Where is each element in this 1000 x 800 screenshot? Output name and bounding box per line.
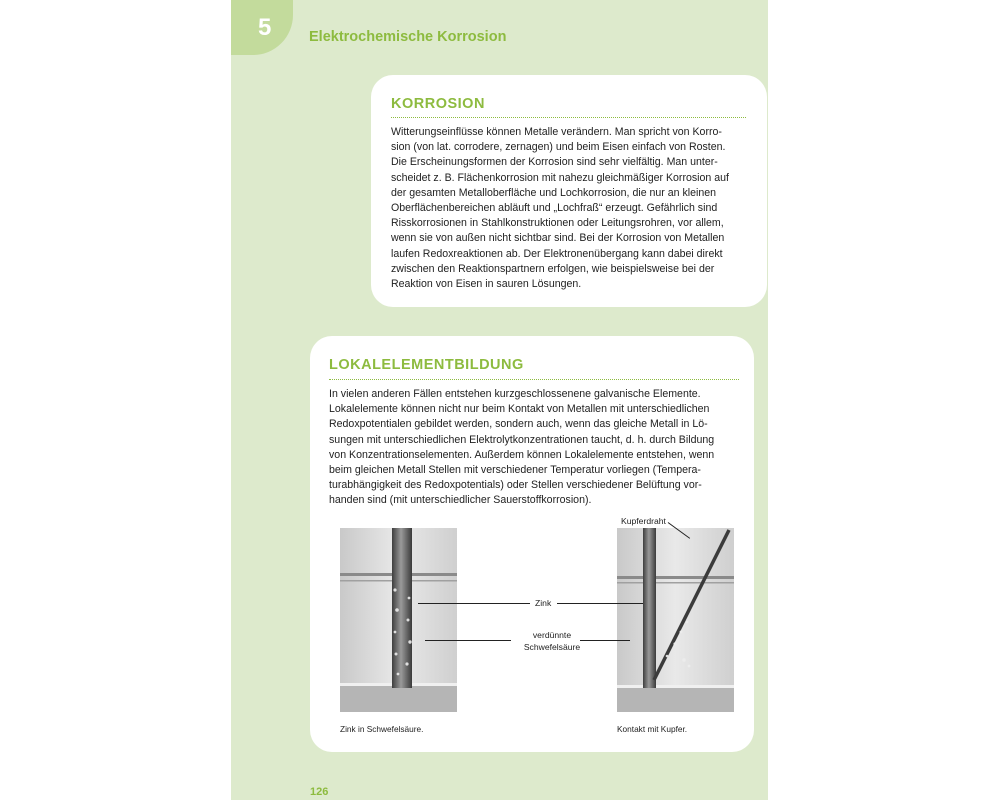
text-line: Reaktion von Eisen in sauren Lösungen. — [391, 278, 582, 291]
text-line: In vielen anderen Fällen entstehen kurzgeschlossenene galvanische Elemente. — [329, 388, 701, 400]
text-line: turabhängigkeit des Redoxpotentials) oder Stellen verschiedener Belüftung vor- — [329, 479, 702, 492]
leader-line-zinc-left — [418, 603, 530, 604]
text-line: Die Erscheinungsformen der Korrosion sind sehr vielfältig. Man unter- — [391, 156, 718, 169]
text-line: Redoxpotentialen gebildet werden, sondern auch, wenn das gleiche Metall in Lö- — [329, 418, 708, 431]
text-line: wenn sie von außen nicht sichtbar sind. Bei der Korrosion von Metallen — [391, 232, 725, 245]
photo-zinc-copper-graphic — [617, 528, 734, 712]
chapter-title: Elektrochemische Korrosion — [309, 29, 507, 45]
text-line: von Konzentrationselementen. Außerdem können Lokalelemente entstehen, wenn — [329, 448, 715, 461]
text-line: zwischen den Reaktionspartnern erfolgen, wie beispielsweise bei der — [391, 262, 715, 275]
text-line: laufen Redoxreaktionen ab. Der Elektronenübergang kann dabei direkt — [391, 247, 723, 260]
text-line: sungen mit unterschiedlichen Elektrolytkonzentrationen taucht, d. h. durch Bildung — [329, 433, 715, 446]
heading-divider — [391, 117, 746, 118]
korrosion-text — [391, 125, 729, 292]
leader-line-acid-right — [580, 640, 630, 641]
heading-divider — [329, 379, 739, 380]
lokalelement-text — [329, 387, 714, 509]
korrosion-heading: KORROSION — [391, 96, 485, 112]
label-copper-wire: Kupferdraht — [621, 516, 666, 526]
text-line: Witterungseinflüsse können Metalle verändern. Man spricht von Korro- — [391, 126, 722, 138]
text-line: Lokalelemente können nicht nur beim Kontakt von Metallen mit unterschiedlichen — [329, 403, 710, 416]
leader-line-acid-left — [425, 640, 511, 641]
chapter-number: 5 — [258, 14, 272, 41]
photo-zinc-copper-contact — [617, 528, 734, 712]
text-line: handen sind (mit unterschiedlicher Sauerstoffkorrosion). — [329, 494, 592, 507]
text-line: der gesamten Metalloberfläche und Lochkorrosion, die nur an kleinen — [391, 186, 717, 199]
lokalelement-heading: LOKALELEMENTBILDUNG — [329, 357, 524, 373]
text-line: Risskorrosionen in Stahlkonstruktionen oder Leitungsrohren, vor allem, — [391, 217, 724, 230]
caption-right: Kontakt mit Kupfer. — [617, 724, 688, 734]
leader-line-zinc-right — [557, 603, 643, 604]
photo-zinc-in-acid — [340, 528, 457, 712]
caption-left: Zink in Schwefelsäure. — [340, 724, 424, 734]
text-line: sion (von lat. corrodere, zernagen) und beim Eisen einfach von Rosten. — [391, 141, 726, 154]
label-zinc: Zink — [535, 598, 552, 608]
text-line: beim gleichen Metall Stellen mit verschiedener Temperatur vorliegen (Tempera- — [329, 464, 701, 477]
label-acid-line1: verdünnte — [532, 630, 572, 640]
text-line: scheidet z. B. Flächenkorrosion mit nahezu gleichmäßiger Korrosion auf — [391, 171, 729, 184]
label-acid-line2: Schwefelsäure — [523, 642, 581, 652]
text-line: Oberflächenbereichen abläuft und „Lochfraß“ erzeugt. Gefährlich sind — [391, 202, 718, 215]
page-number: 126 — [310, 786, 329, 798]
photo-zinc-in-acid-graphic — [340, 528, 457, 712]
